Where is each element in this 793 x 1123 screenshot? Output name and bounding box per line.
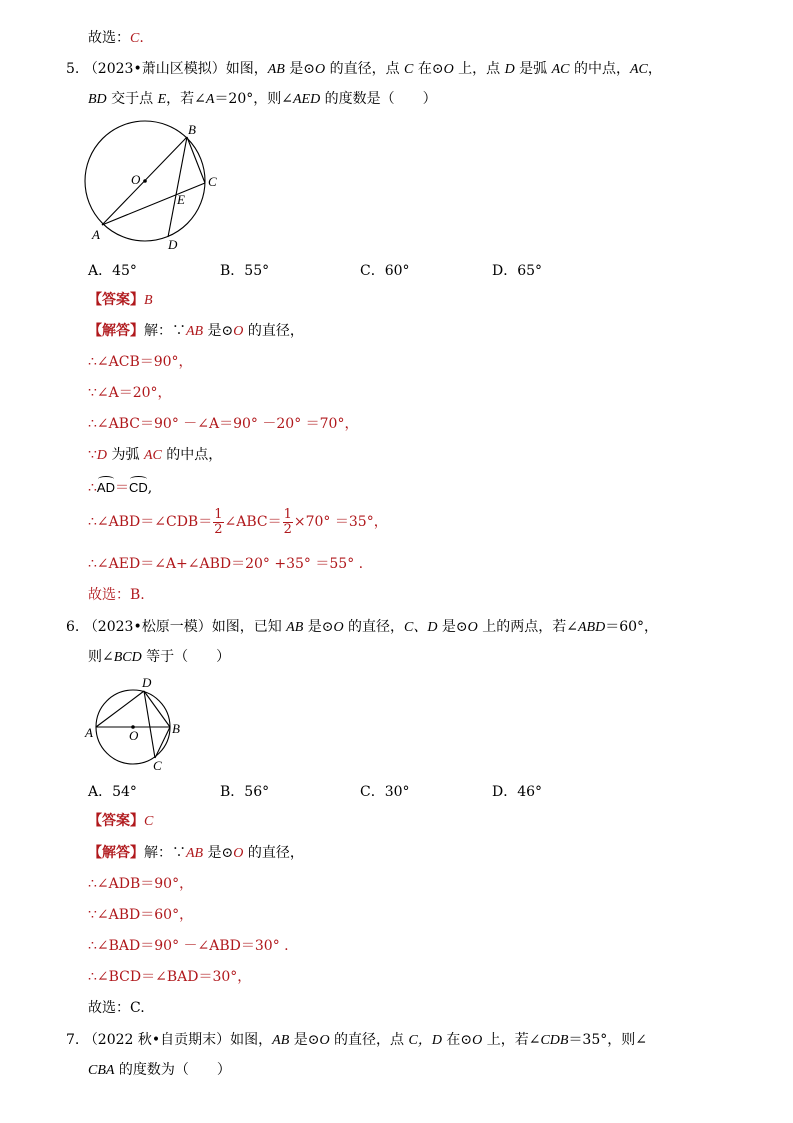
solution-tag: 【解答】 bbox=[88, 323, 144, 339]
solution-var: AC bbox=[143, 448, 162, 463]
q7-text: 是⊙ bbox=[289, 1032, 320, 1048]
answer-tag: 【答案】 bbox=[88, 813, 144, 829]
label-e: E bbox=[177, 192, 185, 207]
q5-answer bbox=[88, 291, 153, 310]
fraction-half bbox=[283, 508, 293, 537]
q6-option-b: B．56° bbox=[220, 784, 270, 800]
solution-text: 解：∵ bbox=[144, 323, 186, 339]
q5-var: AB bbox=[267, 62, 285, 77]
solution-text: 的直径， bbox=[243, 845, 304, 861]
label-b: B bbox=[172, 721, 180, 736]
solution-text: ∠ABC＝ bbox=[224, 514, 282, 530]
q7-number: 7. bbox=[66, 1032, 80, 1048]
q5-var: O bbox=[443, 62, 454, 77]
conclusion-choice: C bbox=[130, 31, 140, 46]
solution-text: 的直径， bbox=[243, 323, 304, 339]
q7-var: O bbox=[319, 1033, 330, 1048]
q5-text: 的直径，点 bbox=[325, 61, 405, 77]
solution-text: ∵ bbox=[88, 447, 97, 463]
q6-var: O bbox=[333, 620, 344, 635]
q5-number: 5. bbox=[66, 61, 80, 77]
label-c: C bbox=[153, 758, 162, 773]
q5-text: 的度数是（ ） bbox=[320, 91, 437, 107]
solution-text: 为弧 bbox=[107, 447, 144, 463]
answer-tag: 【答案】 bbox=[88, 292, 144, 308]
q5-solution-line3: ∵∠A＝20°， bbox=[88, 385, 172, 401]
q6-solution-line4: ∴∠BAD＝90° －∠ABD＝30° . bbox=[88, 938, 289, 954]
q6-text: 是⊙ bbox=[437, 619, 468, 635]
q6-var: O bbox=[467, 620, 478, 635]
q7-text: 上，若∠ bbox=[482, 1032, 541, 1048]
solution-var: O bbox=[233, 846, 244, 861]
q6-answer bbox=[88, 812, 153, 831]
q5-var: E bbox=[157, 92, 167, 107]
q5-stem-line2 bbox=[88, 90, 437, 109]
q7-var: C，D bbox=[408, 1033, 442, 1048]
solution-var: AB bbox=[186, 324, 204, 339]
q6-number: 6. bbox=[66, 619, 80, 635]
segment-dc bbox=[144, 691, 155, 758]
q5-text: ， bbox=[647, 61, 662, 77]
q5-source: （2023•萧山区模拟）如图， bbox=[83, 61, 268, 77]
fraction-numerator: 1 bbox=[214, 506, 223, 522]
center-point bbox=[143, 179, 147, 183]
q7-source: （2022 秋•自贡期末）如图， bbox=[83, 1032, 273, 1048]
q5-solution-line1 bbox=[88, 322, 304, 341]
q6-source: （2023•松原一模）如图，已知 bbox=[83, 619, 287, 635]
q6-stem-line2 bbox=[88, 648, 230, 667]
q5-text: 交于点 bbox=[106, 91, 158, 107]
q7-text: 在⊙ bbox=[441, 1032, 473, 1048]
solution-text: 是⊙ bbox=[203, 845, 234, 861]
segment-cb bbox=[155, 727, 170, 758]
q6-var: C、D bbox=[404, 620, 438, 635]
q5-option-d: D．65° bbox=[492, 263, 543, 279]
q5-circle-figure bbox=[78, 118, 238, 254]
solution-text: 是⊙ bbox=[203, 323, 234, 339]
conclusion-period: . bbox=[139, 30, 144, 46]
q5-var: AC bbox=[551, 62, 570, 77]
q6-text: 上的两点，若∠ bbox=[477, 619, 578, 635]
solution-text: ×70° ＝35°， bbox=[293, 514, 388, 530]
solution-text: ＝ bbox=[114, 480, 129, 496]
segment-bd bbox=[168, 137, 187, 237]
q7-var: AB bbox=[272, 1033, 290, 1048]
q5-option-c: C．60° bbox=[360, 263, 410, 279]
solution-var: D bbox=[96, 448, 108, 463]
fraction-half bbox=[213, 508, 223, 537]
segment-ad bbox=[96, 691, 144, 727]
arc-ad: AD bbox=[96, 480, 115, 495]
q7-stem-line2 bbox=[88, 1061, 231, 1080]
q6-text: 是⊙ bbox=[303, 619, 334, 635]
q6-text: 则∠ bbox=[88, 649, 114, 665]
q5-solution-line8: ∴∠AED＝∠A+∠ABD＝20° +35° ＝55° . bbox=[88, 556, 364, 572]
q6-solution-line3: ∵∠ABD＝60°， bbox=[88, 907, 194, 923]
answer-value: B bbox=[144, 293, 153, 308]
q5-text: 是⊙ bbox=[284, 61, 315, 77]
q6-var: ABD bbox=[577, 620, 606, 635]
label-o: O bbox=[129, 728, 139, 743]
solution-var: O bbox=[233, 324, 244, 339]
q6-var: BCD bbox=[113, 650, 142, 665]
q5-var: BD bbox=[88, 92, 107, 107]
q7-text: 的直径，点 bbox=[329, 1032, 409, 1048]
q5-solution-conclusion: 故选：B. bbox=[88, 587, 145, 603]
q5-text: 的中点， bbox=[569, 61, 630, 77]
solution-text: 解：∵ bbox=[144, 845, 186, 861]
fraction-numerator: 1 bbox=[283, 506, 292, 522]
q5-solution-line4: ∴∠ABC＝90° －∠A＝90° －20° ＝70°， bbox=[88, 416, 359, 432]
conclusion-label: 故选： bbox=[88, 30, 130, 46]
fraction-denominator: 2 bbox=[214, 521, 223, 537]
q4-conclusion bbox=[88, 29, 144, 48]
solution-text: 的中点， bbox=[161, 447, 223, 463]
q6-option-a: A．54° bbox=[88, 784, 137, 800]
q6-stem-line1 bbox=[66, 618, 658, 637]
q6-text: ＝60°， bbox=[605, 619, 659, 635]
q5-solution-line2: ∴∠ACB＝90°， bbox=[88, 354, 193, 370]
q5-text: 是弧 bbox=[514, 61, 552, 77]
q7-var: CBA bbox=[88, 1063, 115, 1078]
q5-var: O bbox=[315, 62, 326, 77]
label-c: C bbox=[208, 174, 217, 189]
solution-text: ∴∠ABD＝∠CDB＝ bbox=[88, 514, 213, 530]
q6-option-d: D．46° bbox=[492, 784, 543, 800]
q5-text: ＝20°，则∠ bbox=[214, 91, 293, 107]
q5-stem-line1 bbox=[66, 60, 662, 79]
segment-db bbox=[144, 691, 170, 727]
q5-text: 在⊙ bbox=[413, 61, 444, 77]
solution-text: , bbox=[147, 480, 153, 496]
q5-text: ，若∠ bbox=[166, 91, 206, 107]
solution-var: AB bbox=[186, 846, 204, 861]
q7-var: O bbox=[472, 1033, 483, 1048]
q5-option-a: A．45° bbox=[88, 263, 137, 279]
q5-option-b: B．55° bbox=[220, 263, 270, 279]
solution-tag: 【解答】 bbox=[88, 845, 144, 861]
q5-var: D bbox=[504, 62, 515, 77]
q5-text: 上，点 bbox=[453, 61, 505, 77]
answer-value: C bbox=[144, 814, 154, 829]
q5-var: AED bbox=[292, 92, 321, 107]
solution-text: ∴ bbox=[88, 480, 97, 496]
q6-text: 等于（ ） bbox=[141, 649, 231, 665]
label-b: B bbox=[188, 122, 196, 137]
q7-text: 的度数为（ ） bbox=[114, 1062, 231, 1078]
label-d: D bbox=[168, 237, 178, 252]
q6-var: AB bbox=[286, 620, 304, 635]
label-d: D bbox=[142, 675, 152, 690]
q5-var: AC bbox=[629, 62, 648, 77]
q5-solution-line7 bbox=[88, 507, 388, 537]
q5-var: A bbox=[205, 92, 215, 107]
label-a: A bbox=[92, 227, 100, 242]
fraction-denominator: 2 bbox=[283, 521, 292, 537]
q6-solution-line5: ∴∠BCD＝∠BAD＝30°， bbox=[88, 969, 252, 985]
q5-var: C bbox=[404, 62, 414, 77]
segment-ac bbox=[102, 183, 205, 225]
q5-solution-line6 bbox=[88, 479, 152, 497]
q7-var: CDB bbox=[540, 1033, 569, 1048]
arc-cd: CD bbox=[128, 480, 148, 495]
q6-solution-conclusion: 故选：C. bbox=[88, 1000, 145, 1016]
label-a: A bbox=[85, 725, 93, 740]
q6-solution-line2: ∴∠ADB＝90°， bbox=[88, 876, 194, 892]
label-o: O bbox=[131, 172, 141, 187]
q7-stem-line1 bbox=[66, 1031, 647, 1050]
q5-solution-line5 bbox=[88, 446, 222, 465]
q6-option-c: C．30° bbox=[360, 784, 410, 800]
q6-circle-figure bbox=[80, 674, 192, 774]
q7-text: ＝35°，则∠ bbox=[568, 1032, 647, 1048]
q6-solution-line1 bbox=[88, 844, 304, 863]
q6-text: 的直径， bbox=[343, 619, 405, 635]
segment-bc bbox=[187, 137, 205, 183]
